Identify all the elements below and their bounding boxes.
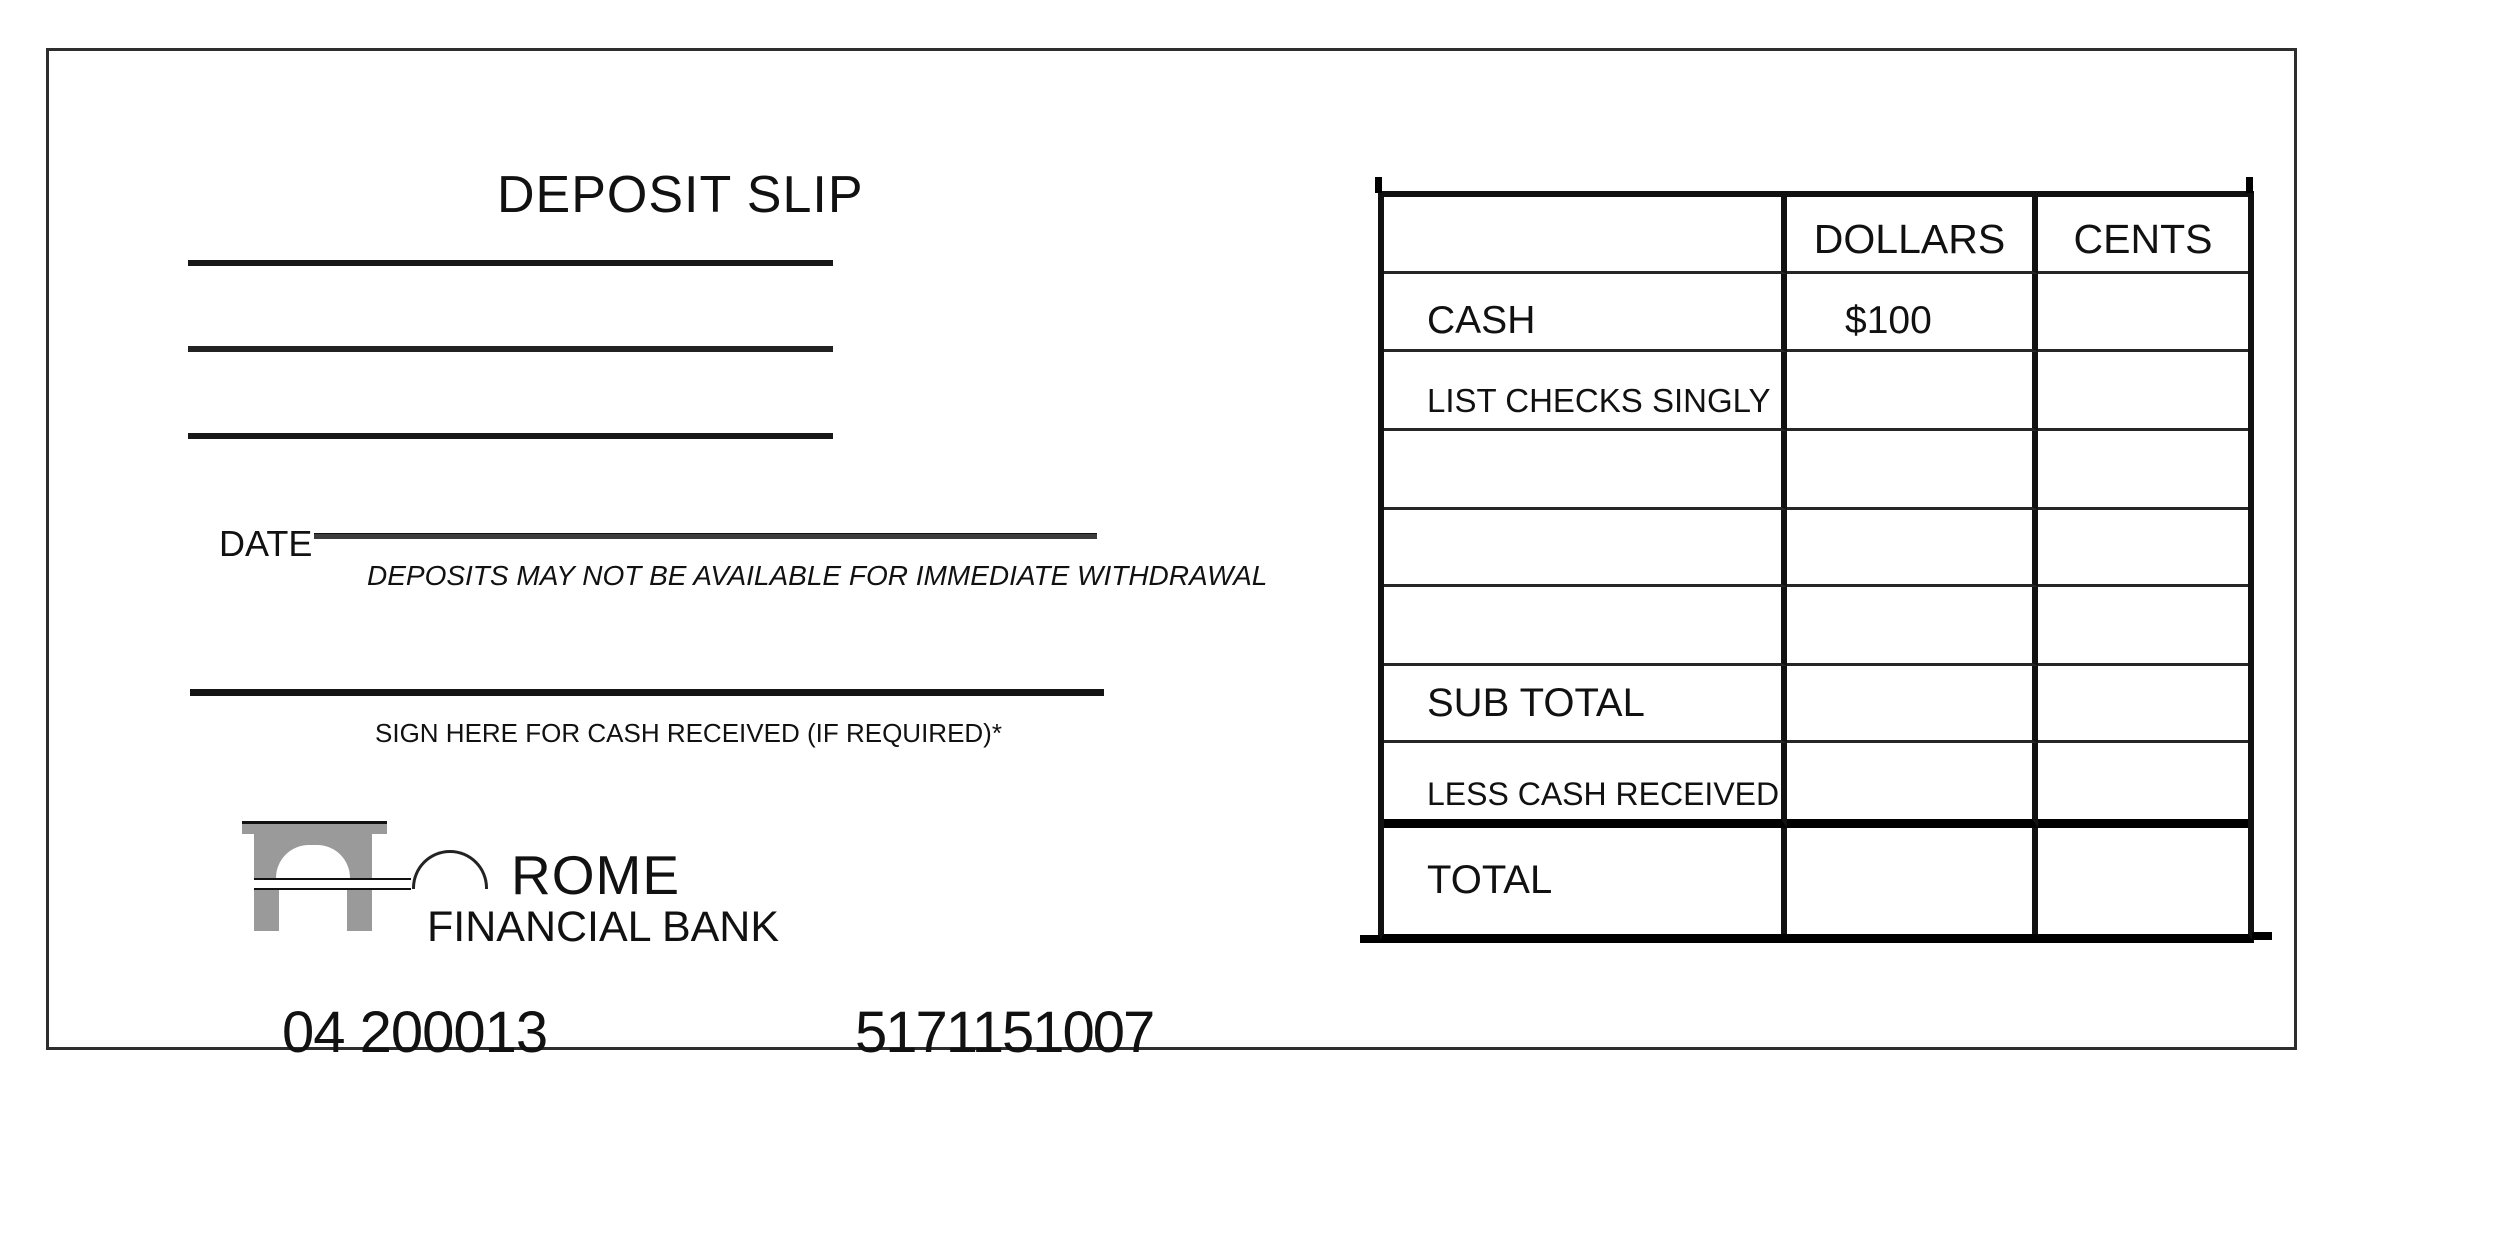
check-entry-label-cell[interactable]: [1384, 587, 1787, 666]
less-cash-row-label: LESS CASH RECEIVED: [1384, 743, 1787, 828]
subtotal-row-label: SUB TOTAL: [1384, 666, 1787, 743]
cash-dollars-cell[interactable]: $100: [1787, 274, 2038, 352]
list-checks-row-label: LIST CHECKS SINGLY: [1384, 352, 1787, 431]
registration-mark: [2246, 177, 2253, 193]
header-blank-cell: [1384, 197, 1787, 274]
arch-left-pier-shape: [254, 890, 279, 931]
deposit-slip: [46, 48, 2297, 1065]
write-line-3[interactable]: [188, 433, 833, 439]
list-checks-cents-cell[interactable]: [2038, 352, 2248, 431]
check-entry-cents-cell[interactable]: [2038, 510, 2248, 587]
routing-number: 5171151007: [855, 1000, 1154, 1065]
header-dollars: DOLLARS: [1787, 197, 2038, 274]
page-title: DEPOSIT SLIP: [497, 166, 864, 224]
total-dollars-cell[interactable]: [1787, 828, 2038, 934]
check-entry-dollars-cell[interactable]: [1787, 587, 2038, 666]
check-entry-dollars-cell[interactable]: [1787, 510, 2038, 587]
cash-row-label: CASH: [1384, 274, 1787, 352]
check-entry-dollars-cell[interactable]: [1787, 431, 2038, 510]
total-cents-cell[interactable]: [2038, 828, 2248, 934]
check-entry-cents-cell[interactable]: [2038, 431, 2248, 510]
registration-mark: [1375, 177, 1382, 193]
withdrawal-disclaimer: DEPOSITS MAY NOT BE AVAILABLE FOR IMMEDIATE WITHDRAWAL: [367, 560, 1268, 591]
less-cash-dollars-cell[interactable]: [1787, 743, 2038, 828]
less-cash-cents-cell[interactable]: [2038, 743, 2248, 828]
bridge-deck-shape: [254, 878, 411, 890]
write-line-1[interactable]: [188, 260, 833, 266]
signature-input-line[interactable]: [190, 689, 1104, 696]
check-entry-label-cell[interactable]: [1384, 510, 1787, 587]
subtotal-dollars-cell[interactable]: [1787, 666, 2038, 743]
registration-mark: [1360, 935, 1380, 943]
subtotal-cents-cell[interactable]: [2038, 666, 2248, 743]
branch-code-number: 04 200013: [282, 1000, 548, 1065]
write-line-2[interactable]: [188, 346, 833, 352]
amounts-table: [1378, 191, 2254, 943]
total-row-label: TOTAL: [1384, 828, 1787, 934]
header-cents: CENTS: [2038, 197, 2248, 274]
signature-note: SIGN HERE FOR CASH RECEIVED (IF REQUIRED)*: [375, 718, 1002, 748]
check-entry-cents-cell[interactable]: [2038, 587, 2248, 666]
date-input-line[interactable]: [314, 533, 1097, 539]
date-label: DATE: [219, 523, 313, 564]
bank-subtitle: FINANCIAL BANK: [427, 903, 780, 951]
registration-mark: [2252, 932, 2272, 940]
arch-right-pier-shape: [347, 890, 372, 931]
list-checks-dollars-cell[interactable]: [1787, 352, 2038, 431]
cash-cents-cell[interactable]: [2038, 274, 2248, 352]
arch-lintel-shape: [242, 821, 387, 834]
arch-outline-icon: [412, 850, 488, 889]
check-entry-label-cell[interactable]: [1384, 431, 1787, 510]
bank-name: ROME: [511, 844, 680, 906]
